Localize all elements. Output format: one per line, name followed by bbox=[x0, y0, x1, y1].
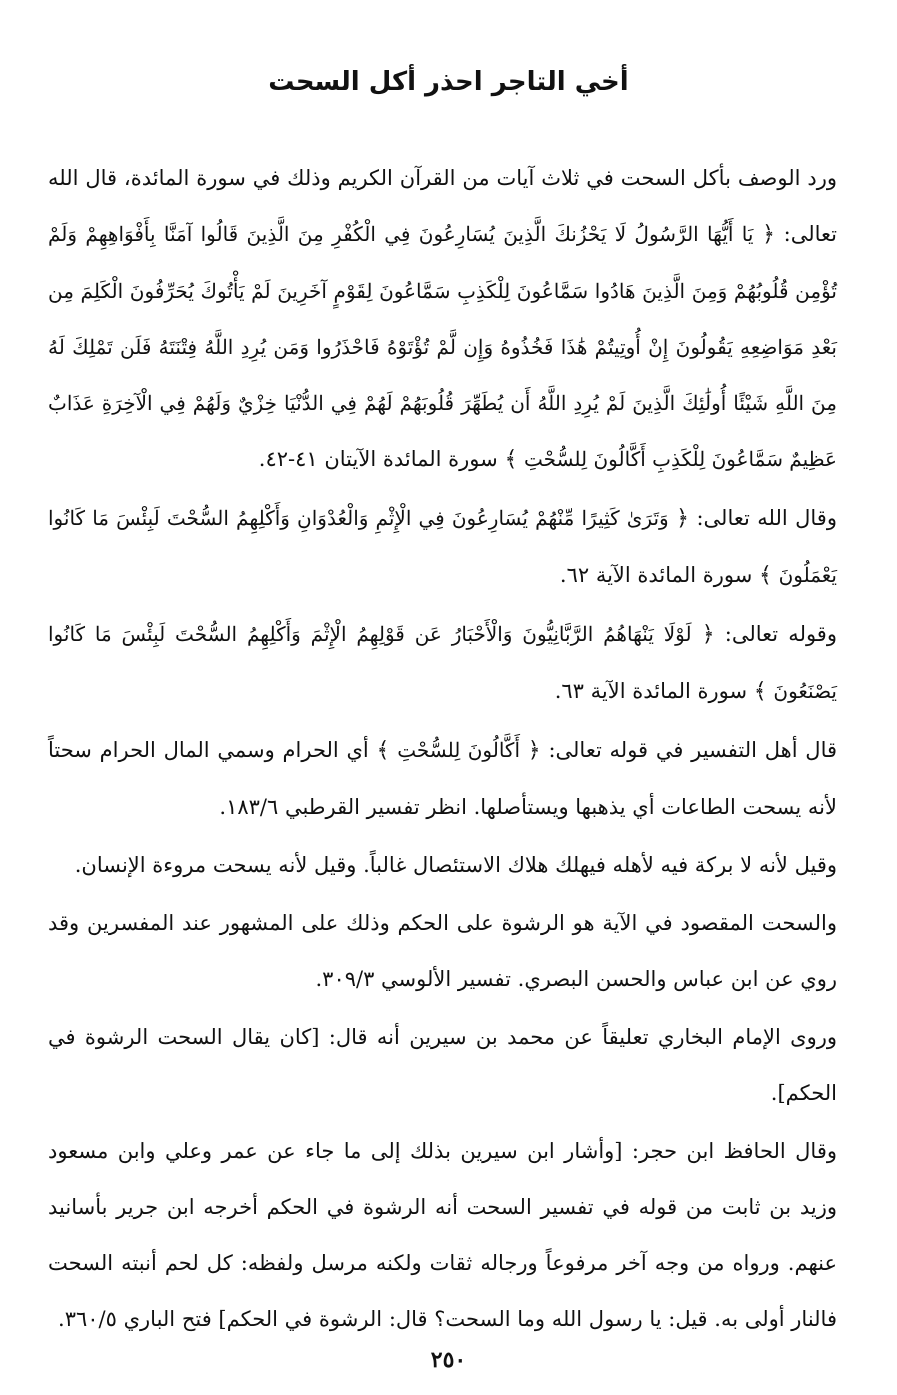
page-body bbox=[48, 150, 837, 1349]
quran-verse: يَا أَيُّهَا الرَّسُولُ لَا يَحْزُنكَ الَّذِينَ يُسَارِعُونَ فِي الْكُفْرِ مِنَ الَّذِينَ قَالُوا آمَنَّا بِأَفْوَاهِهِمْ وَلَمْ تُؤْمِن قُلُوبُهُمْ وَمِنَ الَّذِينَ هَادُوا سَمَّاعُونَ لِلْكَذِبِ سَمَّاعُونَ لِقَوْمٍ آخَرِينَ لَمْ يَأْتُوكَ يُحَرِّفُونَ الْكَلِمَ مِن بَعْدِ مَوَاضِعِهِ يَقُولُونَ إِنْ أُوتِيتُمْ هَٰذَا فَخُذُوهُ وَإِن لَّمْ تُؤْتَوْهُ فَاحْذَرُوا وَمَن يُرِدِ اللَّهُ فِتْنَتَهُ فَلَن تَمْلِكَ لَهُ مِنَ اللَّهِ شَيْئًا أُولَٰئِكَ الَّذِينَ لَمْ يُرِدِ اللَّهُ أَن يُطَهِّرَ قُلُوبَهُمْ لَهُمْ فِي الدُّنْيَا خِزْيٌ وَلَهُمْ فِي الْآخِرَةِ عَذَابٌ عَظِيمٌ سَمَّاعُونَ لِلْكَذِبِ أَكَّالُونَ لِلسُّحْتِ bbox=[48, 222, 837, 471]
paragraph-1 bbox=[48, 150, 837, 488]
quran-bracket-close: ﴾ bbox=[753, 679, 767, 704]
paragraph-text: قال أهل التفسير في قوله تعالى: bbox=[548, 738, 837, 762]
quran-bracket-close: ﴾ bbox=[759, 563, 772, 588]
quran-bracket-open: ﴿ bbox=[701, 622, 715, 647]
page-number: ٢٥٠ bbox=[430, 1347, 467, 1373]
paragraph-7: وروى الإمام البخاري تعليقاً عن محمد بن سيرين أنه قال: [كان يقال السحت الرشوة في الحكم]. bbox=[48, 1025, 837, 1105]
paragraph-3 bbox=[48, 606, 837, 720]
quran-bracket-open: ﴿ bbox=[762, 222, 775, 247]
paragraph-text: وقال الله تعالى: bbox=[696, 506, 837, 530]
quran-bracket-close: ﴾ bbox=[504, 447, 518, 472]
paragraph-2 bbox=[48, 490, 837, 604]
paragraph-8: وقال الحافظ ابن حجر: [وأشار ابن سيرين بذلك إلى ما جاء عن عمر وعلي وابن مسعود وزيد بن ثابت من قوله في تفسير السحت أنه الرشوة في الحكم أخرجه ابن جرير بأسانيد عنهم. ورواه من وجه آخر مرفوعاً ورجاله ثقات ولكنه مرسل ولفظه: كل لحم أنبته السحت فالنار أولى به. قيل: يا رسول الله وما السحت؟ قال: الرشوة في الحكم] فتح الباري ٣٦٠/٥. bbox=[48, 1139, 837, 1331]
quran-verse: وَتَرَىٰ كَثِيرًا مِّنْهُمْ يُسَارِعُونَ فِي الْإِثْمِ وَالْعُدْوَانِ وَأَكْلِهِمُ السُّحْتَ لَبِئْسَ مَا كَانُوا يَعْمَلُونَ bbox=[48, 506, 837, 587]
verse-reference: سورة المائدة الآيتان ٤١-٤٢. bbox=[258, 447, 498, 471]
quran-verse: لَوْلَا يَنْهَاهُمُ الرَّبَّانِيُّونَ وَالْأَحْبَارُ عَن قَوْلِهِمُ الْإِثْمَ وَأَكْلِهِمُ السُّحْتَ لَبِئْسَ مَا كَانُوا يَصْنَعُونَ bbox=[48, 622, 837, 703]
quran-verse: أَكَّالُونَ لِلسُّحْتِ bbox=[397, 738, 521, 762]
paragraph-5: وقيل لأنه لا بركة فيه لأهله فيهلك هلاك الاستئصال غالباً. وقيل لأنه يسحت مروءة الإنسان. bbox=[74, 853, 837, 877]
paragraph-4 bbox=[48, 722, 837, 835]
paragraph-6: والسحت المقصود في الآية هو الرشوة على الحكم وذلك على المشهور عند المفسرين وقد روي عن ابن عباس والحسن البصري. تفسير الألوسي ٣٠٩/٣. bbox=[48, 911, 837, 991]
quran-bracket-open: ﴿ bbox=[527, 738, 541, 763]
quran-bracket-open: ﴿ bbox=[676, 506, 690, 531]
verse-reference: سورة المائدة الآية ٦٢. bbox=[559, 563, 753, 587]
verse-reference: سورة المائدة الآية ٦٣. bbox=[554, 679, 748, 703]
page-title: أخي التاجر احذر أكل السحت bbox=[268, 67, 629, 97]
quran-bracket-close: ﴾ bbox=[376, 738, 390, 763]
paragraph-text: وقوله تعالى: bbox=[724, 622, 837, 646]
paragraph-text: ورد الوصف بأكل السحت في ثلاث آيات من القرآن الكريم وذلك في سورة المائدة، قال الله تعالى: bbox=[48, 166, 837, 246]
paragraph-text: أي الحرام وسمي المال الحرام سحتاً لأنه يسحت الطاعات أي يذهبها ويستأصلها. انظر تفسير القرطبي ١٨٣/٦. bbox=[48, 738, 837, 819]
